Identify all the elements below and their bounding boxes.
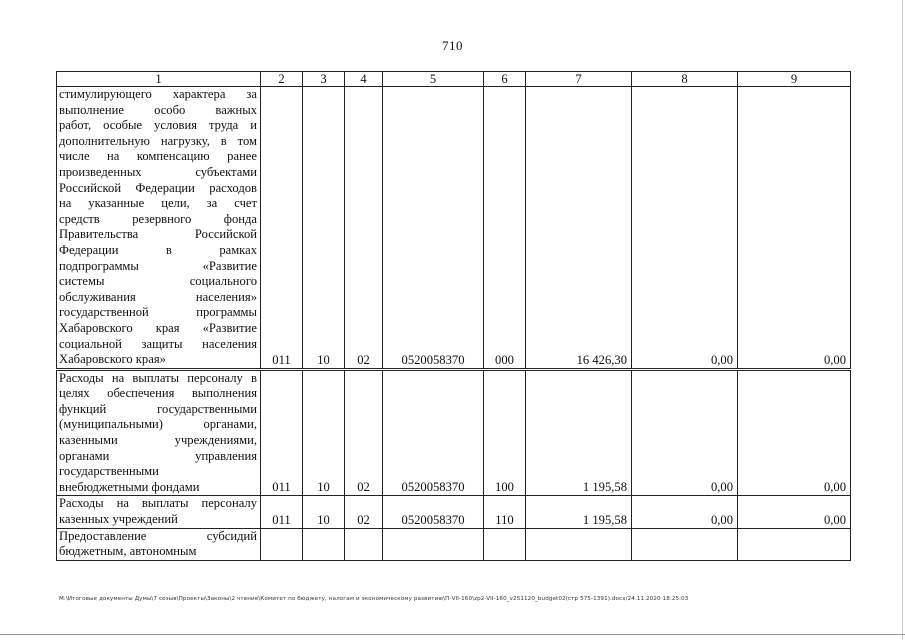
header-col-8: 8: [632, 72, 738, 87]
row-name-cell: [57, 369, 261, 496]
budget-table: [56, 71, 851, 561]
row-amount-col8: 0,00: [632, 369, 738, 496]
row-section-code: 10: [303, 87, 345, 370]
row-target-article-code: [383, 528, 484, 560]
row-amount-col9: 0,00: [738, 369, 851, 496]
header-col-2: 2: [261, 72, 303, 87]
row-name-line: числе на компенсацию ранее: [59, 149, 257, 164]
row-name-line: стимулирующего характера за: [59, 87, 257, 101]
header-col-9: 9: [738, 72, 851, 87]
row-grbs-code: 011: [261, 87, 303, 370]
row-expense-type-code: 110: [484, 496, 526, 528]
row-name-line: дополнительную нагрузку, в том: [59, 133, 257, 148]
header-row: [57, 72, 851, 87]
row-grbs-code: [261, 528, 303, 560]
row-name-line: Предоставление субсидий: [59, 528, 257, 543]
row-amount-col7: 16 426,30: [526, 87, 632, 370]
header-col-4: 4: [345, 72, 383, 87]
table-row: [57, 496, 851, 528]
header-col-3: 3: [303, 72, 345, 87]
row-amount-col8: 0,00: [632, 87, 738, 370]
row-name-line: средств резервного фонда: [59, 211, 257, 226]
row-name-line: подпрограммы «Развитие: [59, 258, 257, 273]
row-name-line: внебюджетными фондами: [59, 479, 200, 494]
footer-file-path: M:\Итоговые документы Думы\7 созыв\Проекты\Законы\2 чтение\Комитет по бюджету, налогам и экономическому развитию\П-VII-160\zp2-VII-160_v251120_budget02(стр 575-1391).docx/24.11.2020 18:25:03: [59, 596, 689, 602]
row-name-line: целях обеспечения выполнения: [59, 386, 257, 401]
row-amount-col9: 0,00: [738, 496, 851, 528]
row-name-line: системы социального: [59, 274, 257, 289]
header-col-5: 5: [383, 72, 484, 87]
header-col-7: 7: [526, 72, 632, 87]
row-name-line: органами управления: [59, 448, 257, 463]
row-subsection-code: 02: [345, 87, 383, 370]
row-name-line: Правительства Российской: [59, 227, 257, 242]
row-target-article-code: 0520058370: [383, 87, 484, 370]
row-name-line: бюджетным, автономным: [59, 544, 197, 559]
row-name-line: Расходы на выплаты персоналу в: [59, 370, 257, 385]
table-body: [57, 87, 851, 561]
row-name-line: социальной защиты населения: [59, 336, 257, 351]
row-amount-col7: [526, 528, 632, 560]
row-name-cell: [57, 528, 261, 560]
row-amount-col7: 1 195,58: [526, 369, 632, 496]
header-col-6: 6: [484, 72, 526, 87]
row-section-code: 10: [303, 496, 345, 528]
row-grbs-code: 011: [261, 496, 303, 528]
row-name-line: государственными: [59, 464, 159, 479]
row-name-line: Хабаровского края «Развитие: [59, 320, 257, 335]
row-name-line: функций государственными: [59, 401, 257, 416]
row-name-line: казенными учреждениями,: [59, 433, 257, 448]
row-amount-col9: 0,00: [738, 87, 851, 370]
row-section-code: 10: [303, 369, 345, 496]
header-col-1: 1: [57, 72, 261, 87]
row-name-line: Федерации в рамках: [59, 242, 257, 257]
row-subsection-code: [345, 528, 383, 560]
row-target-article-code: 0520058370: [383, 496, 484, 528]
row-name-line: государственной программы: [59, 305, 257, 320]
row-amount-col8: [632, 528, 738, 560]
row-name-line: Расходы на выплаты персоналу: [59, 496, 257, 511]
row-name-line: обслуживания населения»: [59, 289, 257, 304]
row-name-line: произведенных субъектами: [59, 164, 257, 179]
row-subsection-code: 02: [345, 496, 383, 528]
row-expense-type-code: [484, 528, 526, 560]
row-expense-type-code: 100: [484, 369, 526, 496]
row-amount-col7: 1 195,58: [526, 496, 632, 528]
table-row: [57, 87, 851, 370]
row-name-line: Российской Федерации расходов: [59, 180, 257, 195]
row-name-line: (муниципальными) органами,: [59, 417, 257, 432]
bottom-rule: [0, 634, 905, 635]
page-edge-rule: [902, 0, 903, 640]
row-target-article-code: 0520058370: [383, 369, 484, 496]
row-name-cell: [57, 87, 261, 370]
row-name-line: Хабаровского края»: [59, 352, 166, 367]
row-subsection-code: 02: [345, 369, 383, 496]
row-name-line: работ, особые условия труда и: [59, 118, 257, 133]
row-section-code: [303, 528, 345, 560]
row-grbs-code: 011: [261, 369, 303, 496]
row-name-line: выполнение особо важных: [59, 102, 257, 117]
table-row: [57, 369, 851, 496]
page-number: 710: [442, 38, 463, 53]
row-name-line: на указанные цели, за счет: [59, 196, 257, 211]
row-amount-col8: 0,00: [632, 496, 738, 528]
row-expense-type-code: 000: [484, 87, 526, 370]
row-name-cell: [57, 496, 261, 528]
row-name-line: казенных учреждений: [59, 512, 178, 527]
table-row: [57, 528, 851, 560]
row-amount-col9: [738, 528, 851, 560]
